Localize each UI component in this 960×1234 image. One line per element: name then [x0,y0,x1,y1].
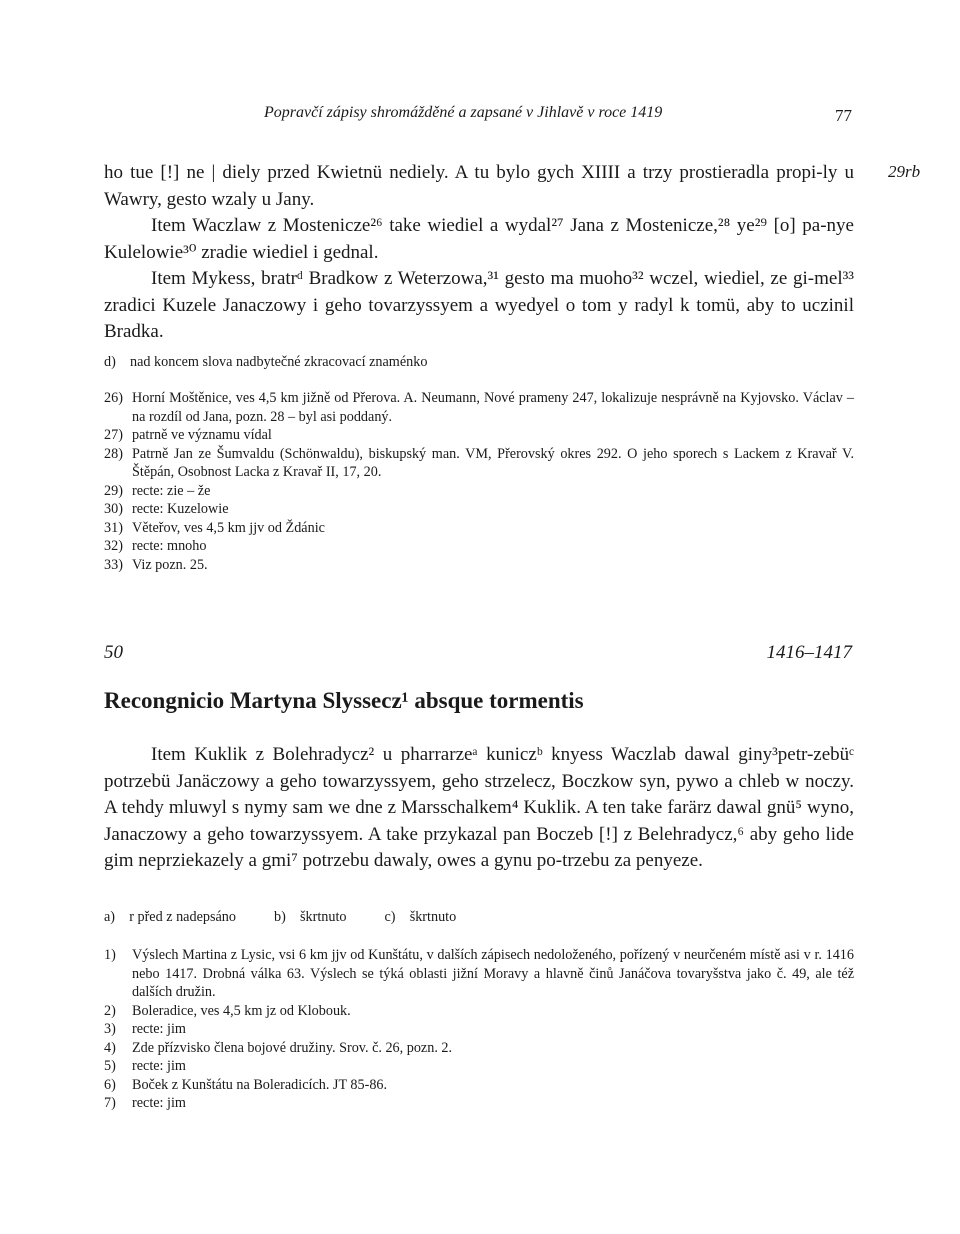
section1-letter-note: d) nad koncem slova nadbytečné zkracovací znaménko [104,354,428,370]
paragraph-4: Item Kuklik z Bolehradycz² u pharrarzeᵃ kuniczᵇ knyess Waczlab dawal giny³petr-zebüᶜ potrzebü Janäczowy a geho towarzyssyem, geho strzelecz, Boczkow syn, pywo a chleb w noczy. A tehdy mluwyl s nymy sam we dne z Marsschalkem⁴ Kuklik. A ten take farärz dawal gnü⁵ wyno, Janaczowy a geho towarzyssyem. A take przykazal pan Boczeb [!] z Belehradycz,⁶ aby geho lide gim neprziekazely a gmi⁷ potrzebu dawaly, owes a gynu po-trzebu za penyeze. [104,744,854,871]
footnote-text: recte: zie – že [132,482,211,499]
footnote-number: 28) [104,445,123,462]
footnote [104,1076,854,1095]
footnote-text: patrně ve významu vídal [132,427,272,443]
footnote-number: 5) [104,1058,116,1074]
footnote-text: Výslech Martina z Lysic, vsi 6 km jjv od Kunštátu, v dalších zápisech nedoloženého, pořízený v neurčeném místě asi v r. 1416 nebo 1417. Drobná válka 63. Výslech se týká oblasti jižní Moravy a hlavně činů Janáčova tovaryšstva jako č. 49, ale též dalších družin. [132,947,854,1000]
letter-note: a) r před z nadepsáno [104,909,236,925]
footnote-number: 29) [104,482,123,499]
footnote-text: recte: mnoho [132,538,207,554]
footnote-number: 7) [104,1095,116,1111]
paragraph-3: Item Mykess, bratrᵈ Bradkow z Weterzowa,³¹ gesto ma muoho³² wczel, wiediel, ze gi-mel³³ zradici Kuzele Janaczowy i geho tovarzyssyem a wyedyel o tom y radyl k tomü, aby to uczinil Bradka. [104,268,854,342]
document-number: 50 [104,642,123,663]
footnote [104,1057,854,1076]
footnote-text: recte: jim [132,1058,186,1074]
footnote-number: 32) [104,538,123,554]
section2-letter-notes [104,908,494,926]
margin-folio-note: 29rb [888,162,921,181]
footnote [104,519,854,538]
footnote-number: 4) [104,1039,116,1056]
footnote [104,1039,854,1058]
footnote [104,1020,854,1039]
footnote-number: 3) [104,1021,116,1037]
document-date: 1416–1417 [766,642,852,663]
section1-body [104,160,854,346]
footnote [104,946,854,1002]
footnote-text: Zde přízvisko člena bojové družiny. Srov. č. 26, pozn. 2. [132,1039,453,1056]
footnote-text: recte: Kuzelowie [132,501,229,517]
section1-footnotes [104,389,854,574]
footnote-text: Boček z Kunštátu na Boleradicích. JT 85-86. [132,1076,388,1093]
footnote-number: 1) [104,947,116,963]
footnote-number: 2) [104,1002,116,1019]
section2-body [104,742,854,875]
footnote-number: 31) [104,519,123,536]
document-title: Recongnicio Martyna Slyssecz¹ absque tormentis [104,688,584,713]
footnote-text: Horní Moštěnice, ves 4,5 km jižně od Přerova. A. Neumann, Nové prameny 247, lokalizuje nesprávně na Kyjovsko. Václav – na rozdíl od Jana, pozn. 28 – byl asi poddaný. [132,390,854,425]
footnote [104,500,854,519]
footnote-text: Patrně Jan ze Šumvaldu (Schönwaldu), biskupský man. VM, Přerovský okres 292. O jeho sporech s Lackem z Kravař V. Štěpán, Osobnost Lacka z Kravař II, 17, 20. [132,445,854,480]
footnote-number: 30) [104,501,123,517]
letter-note: b) škrtnuto [273,909,347,925]
footnote [104,445,854,482]
footnote-number: 33) [104,556,123,573]
footnote-number: 26) [104,390,123,406]
footnote-number: 6) [104,1076,116,1093]
footnote [104,389,854,426]
footnote-text: Boleradice, ves 4,5 km jz od Klobouk. [132,1002,351,1019]
page-number: 77 [835,106,852,125]
footnote [104,1094,854,1113]
footnote [104,556,854,575]
paragraph-1: ho tue [!] ne | diely przed Kwietnü nediely. A tu bylo gych XIIII a trzy prostieradla propi-ly u Wawry, gesto wzaly u Jany. [104,162,854,210]
footnote [104,482,854,501]
footnote-number: 27) [104,427,123,443]
paragraph-2: Item Waczlaw z Mostenicze²⁶ take wiediel a wydal²⁷ Jana z Mostenicze,²⁸ ye²⁹ [o] pa-nye Kulelowie³⁰ zradie wiediel i gednal. [104,215,854,263]
footnote-text: Věteřov, ves 4,5 km jjv od Ždánic [132,519,325,536]
footnote [104,537,854,556]
footnote-text: recte: jim [132,1095,186,1111]
footnote-text: Viz pozn. 25. [132,556,208,573]
footnote [104,426,854,445]
footnote-text: recte: jim [132,1021,186,1037]
section2-footnotes [104,946,854,1113]
letter-note: c) škrtnuto [384,909,457,925]
running-head: Popravčí zápisy shromážděné a zapsané v Jihlavě v roce 1419 [264,104,663,121]
footnote [104,1002,854,1021]
